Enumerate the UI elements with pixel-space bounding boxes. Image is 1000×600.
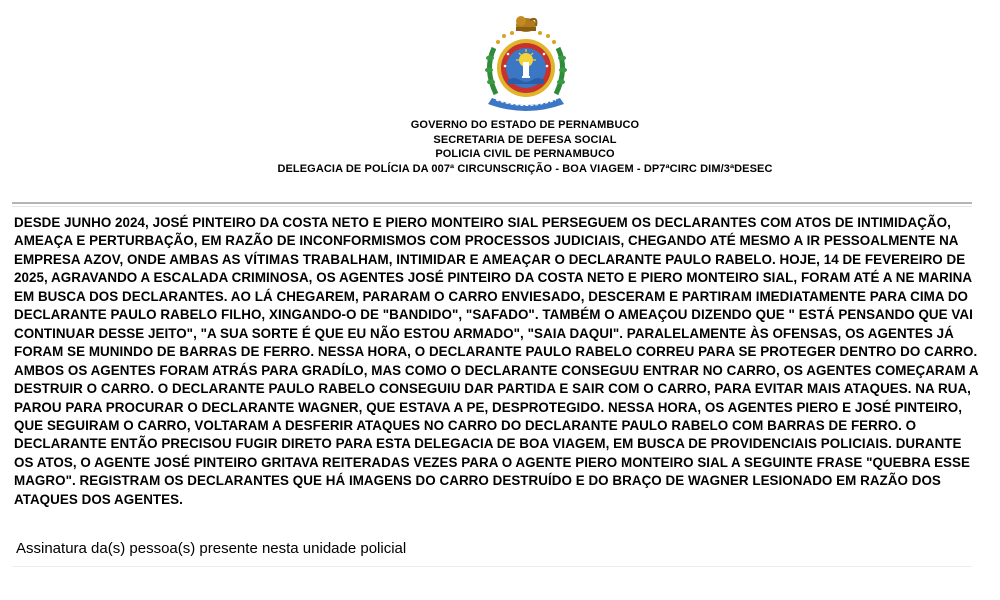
header-divider-shadow (12, 206, 972, 207)
footer-divider (12, 566, 972, 567)
pernambuco-coat-of-arms-icon (478, 14, 574, 112)
header-divider (12, 202, 972, 204)
header-government: GOVERNO DO ESTADO DE PERNAMBUCO (410, 119, 640, 131)
header-secretariat: SECRETARIA DE DEFESA SOCIAL (433, 133, 617, 146)
signature-label: Assinatura da(s) pessoa(s) presente nesta unidade policial (16, 540, 407, 557)
header-police: POLICIA CIVIL DE PERNAMBUCO (435, 148, 615, 160)
lion-crest (516, 16, 536, 32)
document-header (0, 118, 1000, 176)
header-precinct: DELEGACIA DE POLÍCIA DA 007ª CIRCUNSCRIÇÃO - BOA VIAGEM - DP7ªCIRC DIM/3ªDESEC (277, 162, 773, 175)
report-narrative: DESDE JUNHO 2024, JOSÉ PINTEIRO DA COSTA NETO E PIERO MONTEIRO SIAL PERSEGUEM OS DECLARANTES COM ATOS DE INTIMIDAÇÃO, AMEAÇA E PERTURBAÇÃO, EM RAZÃO DE INCONFORMISMOS COM PROCESSOS JUDICIAIS, CHEGANDO ATÉ MESMO A IR PESSOALMENTE NA EMPRESA AZOV, ONDE AMBAS AS VÍTIMAS TRABALHAM, INTIMIDAR E AMEAÇAR O DECLARANTE PAULO RABELO. HOJE, 14 DE FEVEREIRO DE 2025, AGRAVANDO A ESCALADA CRIMINOSA, OS AGENTES JOSÉ PINTEIRO DA COSTA NETO E PIERO MONTEIRO SIAL, FORAM ATÉ A NE MARINA EM BUSCA DOS DECLARANTES. AO LÁ CHEGAREM, PARARAM O CARRO ENVIESADO, DESCERAM E PARTIRAM IMEDIATAMENTE PARA CIMA DO DECLARANTE PAULO RABELO FILHO, XINGANDO-O DE "BANDIDO", "SAFADO". TAMBÉM O AMEAÇOU DIZENDO QUE " ESTÁ PENSANDO QUE VAI CONTINUAR DESSE JEITO", "A SUA SORTE É QUE EU NÃO ESTOU ARMADO", "SAIA DAQUI". PARALELAMENTE ÀS OFENSAS, OS AGENTES JÁ FORAM SE MUNINDO DE BARRAS DE FERRO. NESSA HORA, O DECLARANTE PAULO RABELO CORREU PARA SE PROTEGER DENTRO DO CARRO. AMBOS OS AGENTES FORAM ATRÁS PARA GRADÍLO, MAS COMO O DECLARANTE CONSEGUU ENTRAR NO CARRO, OS AGENTES COMEÇARAM A DESTRUIR O CARRO. O DECLARANTE PAULO RABELO CONSEGUIU DAR PARTIDA E SAIR COM O CARRO, PARA EVITAR MAIS ATAQUES. NA RUA, PAROU PARA PROCURAR O DECLARANTE WAGNER, QUE ESTAVA A PE, DESPROTEGIDO. NESSA HORA, OS AGENTES PIERO E JOSÉ PINTEIRO, QUE SEGUIRAM O CARRO, VOLTARAM A DESFERIR ATAQUES NO CARRO DO DECLARANTE PAULO RABELO COM BARRAS DE FERRO. O DECLARANTE ENTÃO PRECISOU FUGIR DIRETO PARA ESTA DELEGACIA DE BOA VIAGEM, EM BUSCA DE PROVIDENCIAIS POLICIAIS. DURANTE OS ATOS, O AGENTE JOSÉ PINTEIRO GRITAVA REITERADAS VEZES PARA O AGENTE PIERO MONTEIRO SIAL A SEGUINTE FRASE "QUEBRA ESSE MAGRO". REGISTRAM OS DECLARANTES QUE HÁ IMAGENS DO CARRO DESTRUÍDO E DO BRAÇO DE WAGNER LESIONADO EM RAZÃO DOS ATAQUES DOS AGENTES. (14, 215, 979, 507)
